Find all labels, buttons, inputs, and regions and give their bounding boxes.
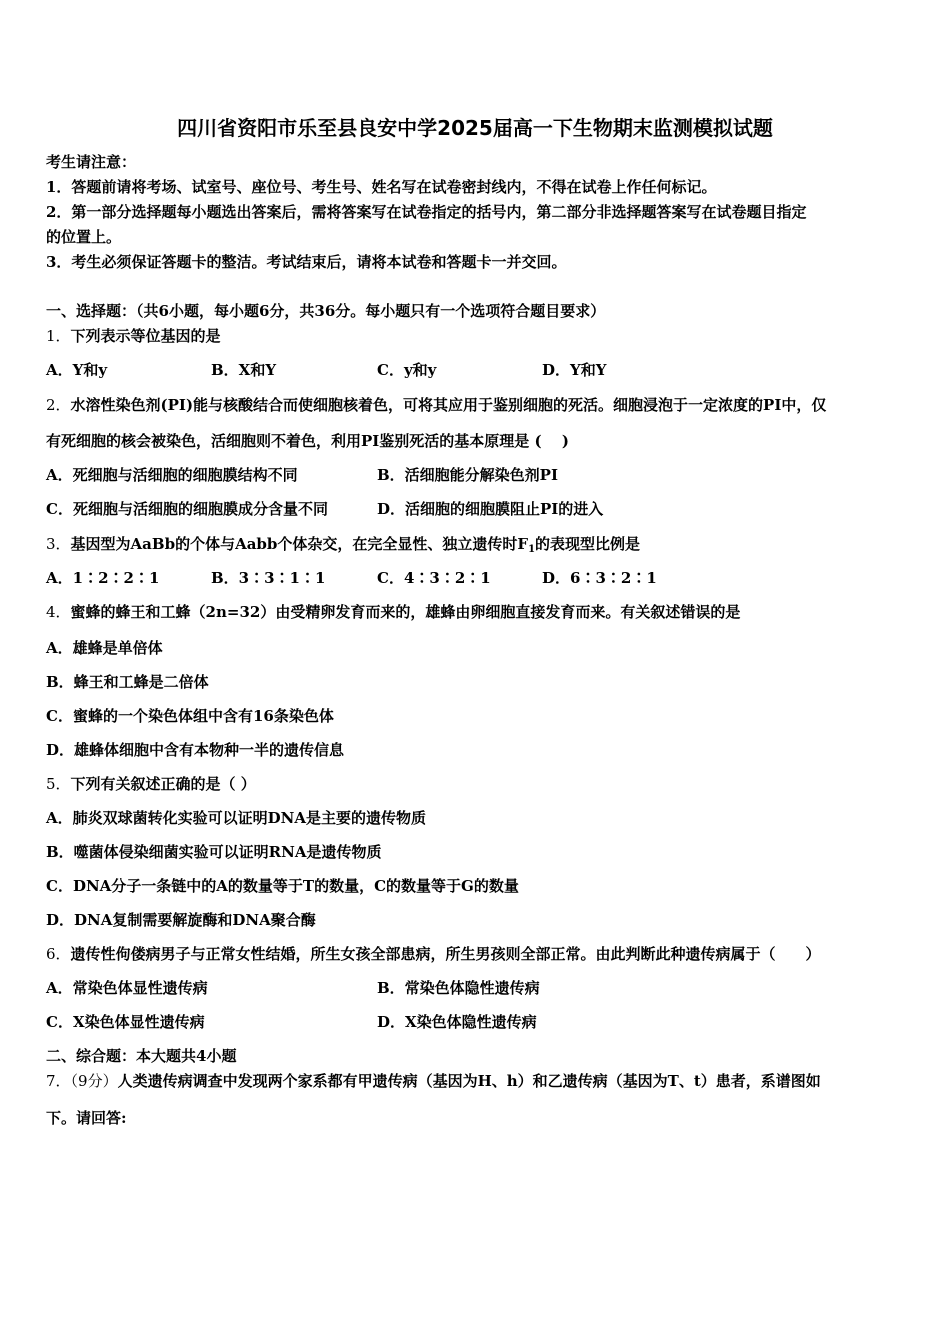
- q5-option-d: D．DNA复制需要解旋酶和DNA聚合酶: [46, 911, 316, 929]
- q3-option-a: A．1∶2∶2∶1: [46, 569, 160, 587]
- question-7-stem-line-2: 下。请回答:: [46, 1109, 127, 1127]
- question-number: 2．: [46, 396, 71, 414]
- q4-option-c: C．蜜蜂的一个染色体组中含有16条染色体: [46, 707, 334, 725]
- question-stem: 基因型为AaBb的个体与Aabb个体杂交，在完全显性、独立遗传时F: [70, 535, 529, 553]
- question-stem-end: 的表现型比例是: [535, 535, 641, 553]
- question-stem: 下列表示等位基因的是: [70, 327, 221, 345]
- q5-option-b: B．噬菌体侵染细菌实验可以证明RNA是遗传物质: [46, 843, 382, 861]
- question-5: [46, 774, 256, 794]
- question-7: [46, 1071, 821, 1091]
- notice-item-3: 3．考生必须保证答题卡的整洁。考试结束后，请将本试卷和答题卡一并交回。: [46, 253, 567, 271]
- q1-option-a: A．Y和y: [46, 361, 108, 379]
- question-number: 3．: [46, 535, 71, 553]
- q4-option-b: B．蜂王和工蜂是二倍体: [46, 673, 209, 691]
- q1-option-d: D．Y和Y: [542, 361, 607, 379]
- q6-option-b: B．常染色体隐性遗传病: [377, 979, 540, 997]
- q6-option-d: D．X染色体隐性遗传病: [377, 1013, 537, 1031]
- q3-option-b: B．3∶3∶1∶1: [211, 569, 326, 587]
- q3-option-c: C．4∶3∶2∶1: [377, 569, 491, 587]
- q1-option-c: C．y和y: [377, 361, 437, 379]
- notice-heading: 考生请注意：: [46, 153, 137, 171]
- question-number: 7．: [46, 1072, 71, 1090]
- q4-option-d: D．雄蜂体细胞中含有本物种一半的遗传信息: [46, 741, 345, 759]
- q5-option-c: C．DNA分子一条链中的A的数量等于T的数量，C的数量等于G的数量: [46, 877, 519, 895]
- notice-item-2: 2．第一部分选择题每小题选出答案后，需将答案写在试卷指定的括号内，第二部分非选择题答案写在试卷题目指定: [46, 203, 807, 221]
- question-number: 4．: [46, 603, 71, 621]
- section-2-heading: 二、综合题：本大题共4小题: [46, 1047, 237, 1065]
- q1-option-b: B．X和Y: [211, 361, 277, 379]
- question-number: 6．: [46, 945, 71, 963]
- q6-option-a: A．常染色体显性遗传病: [46, 979, 208, 997]
- question-stem-line-1: 水溶性染色剂(PI)能与核酸结合而使细胞核着色，可将其应用于鉴别细胞的死活。细胞浸泡于一定浓度的PI中，仅: [70, 396, 827, 414]
- q4-option-a: A．雄蜂是单倍体: [46, 639, 163, 657]
- q2-option-c: C．死细胞与活细胞的细胞膜成分含量不同: [46, 500, 328, 518]
- question-6: [46, 944, 821, 964]
- question-2: [46, 395, 826, 415]
- subscript: 1: [528, 544, 536, 555]
- question-1: [46, 326, 221, 346]
- page-title: 四川省资阳市乐至县良安中学2025届高一下生物期末监测模拟试题: [177, 116, 773, 140]
- notice-item-1: 1．答题前请将考场、试室号、座位号、考生号、姓名写在试卷密封线内，不得在试卷上作任何标记。: [46, 178, 717, 196]
- question-3: [46, 534, 640, 560]
- question-stem: 下列有关叙述正确的是（ ）: [70, 775, 256, 793]
- section-1-heading: 一、选择题：（共6小题，每小题6分，共36分。每小题只有一个选项符合题目要求）: [46, 302, 606, 320]
- question-stem: 遗传性佝偻病男子与正常女性结婚，所生女孩全部患病，所生男孩则全部正常。由此判断此种遗传病属于（ ）: [70, 945, 821, 963]
- q2-option-d: D．活细胞的细胞膜阻止PI的进入: [377, 500, 604, 518]
- question-number: 5．: [46, 775, 71, 793]
- question-number: 1．: [46, 327, 71, 345]
- question-4: [46, 602, 740, 622]
- question-stem: 蜜蜂的蜂王和工蜂（2n=32）由受精卵发育而来的，雄蜂由卵细胞直接发育而来。有关叙述错误的是: [70, 603, 741, 621]
- question-points: （9分）: [70, 1072, 118, 1090]
- question-stem-line-1: 人类遗传病调查中发现两个家系都有甲遗传病（基因为H、h）和乙遗传病（基因为T、t）患者，系谱图如: [117, 1072, 821, 1090]
- q5-option-a: A．肺炎双球菌转化实验可以证明DNA是主要的遗传物质: [46, 809, 426, 827]
- question-2-stem-line-2: 有死细胞的核会被染色，活细胞则不着色，利用PI鉴别死活的基本原理是 ( ): [46, 432, 569, 450]
- q3-option-d: D．6∶3∶2∶1: [542, 569, 657, 587]
- q6-option-c: C．X染色体显性遗传病: [46, 1013, 205, 1031]
- q2-option-b: B．活细胞能分解染色剂PI: [377, 466, 558, 484]
- notice-item-2-cont: 的位置上。: [46, 228, 122, 246]
- q2-option-a: A．死细胞与活细胞的细胞膜结构不同: [46, 466, 298, 484]
